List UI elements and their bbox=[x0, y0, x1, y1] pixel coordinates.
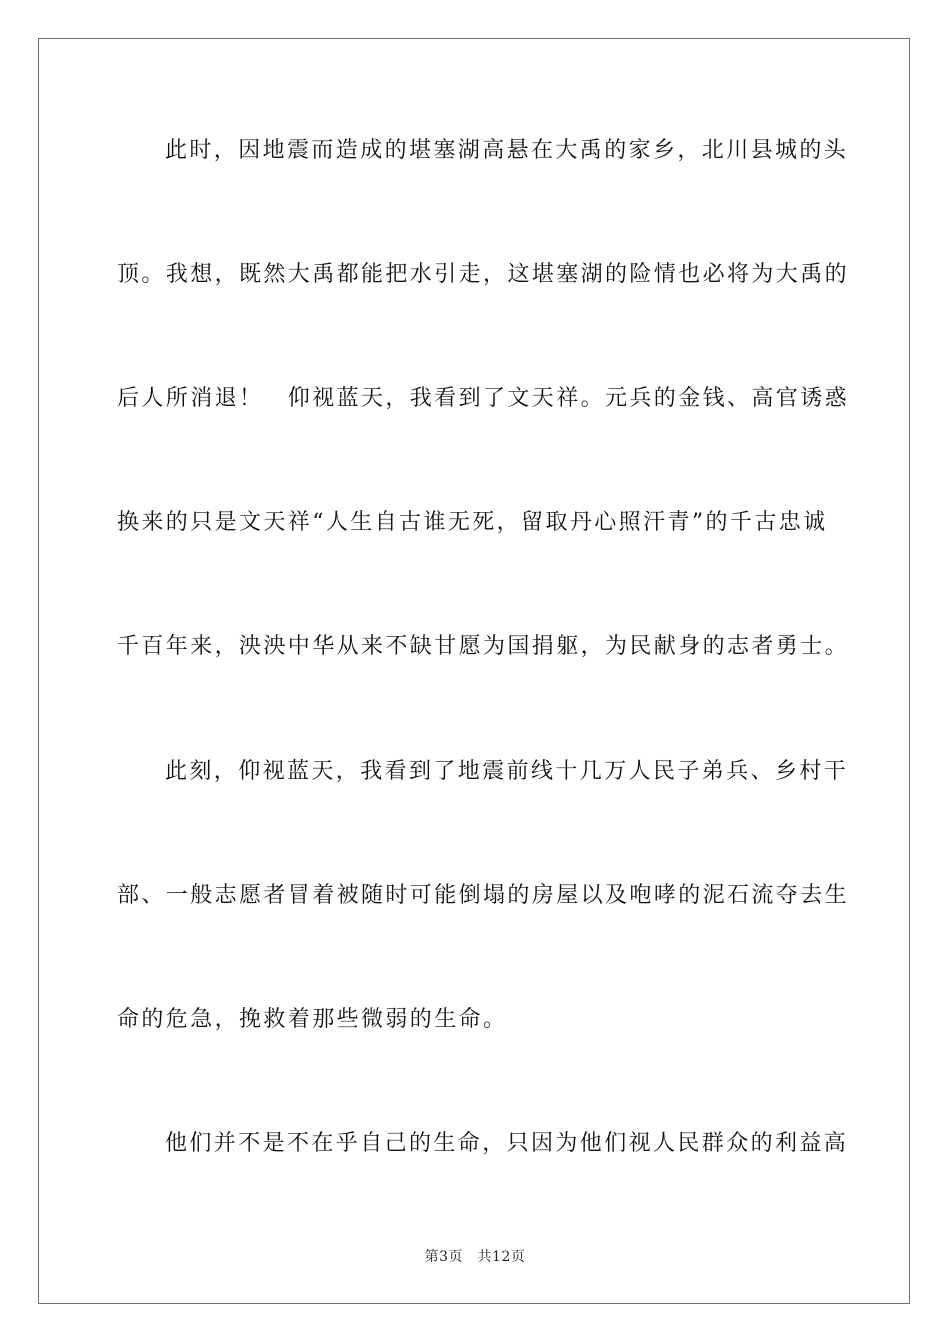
paragraph-line: 后人所消退！ 仰视蓝天，我看到了文天祥。元兵的金钱、高官诱惑 bbox=[117, 386, 850, 411]
paragraph-line: 他们并不是不在乎自己的生命，只因为他们视人民群众的利益高 bbox=[165, 1131, 849, 1156]
paragraph-line: 命的危急，挽救着那些微弱的生命。 bbox=[117, 1007, 508, 1032]
paragraph-line: 顶。我想，既然大禹都能把水引走，这堪塞湖的险情也必将为大禹的 bbox=[117, 262, 850, 287]
paragraph-line: 换来的只是文天祥“人生自古谁无死，留取丹心照汗青”的千古忠诚 bbox=[117, 510, 828, 535]
page-number-footer: 第3页 共12页 bbox=[424, 1249, 526, 1265]
paragraph-line: 此时，因地震而造成的堪塞湖高悬在大禹的家乡，北川县城的头 bbox=[165, 138, 849, 163]
paragraph-line: 部、一般志愿者冒着被随时可能倒塌的房屋以及咆哮的泥石流夺去生 bbox=[117, 883, 850, 908]
paragraph-line: 千百年来，泱泱中华从来不缺甘愿为国捐躯，为民献身的志者勇士。 bbox=[117, 634, 850, 659]
page-frame bbox=[38, 38, 910, 1304]
paragraph-line: 此刻，仰视蓝天，我看到了地震前线十几万人民子弟兵、乡村干 bbox=[165, 759, 849, 784]
